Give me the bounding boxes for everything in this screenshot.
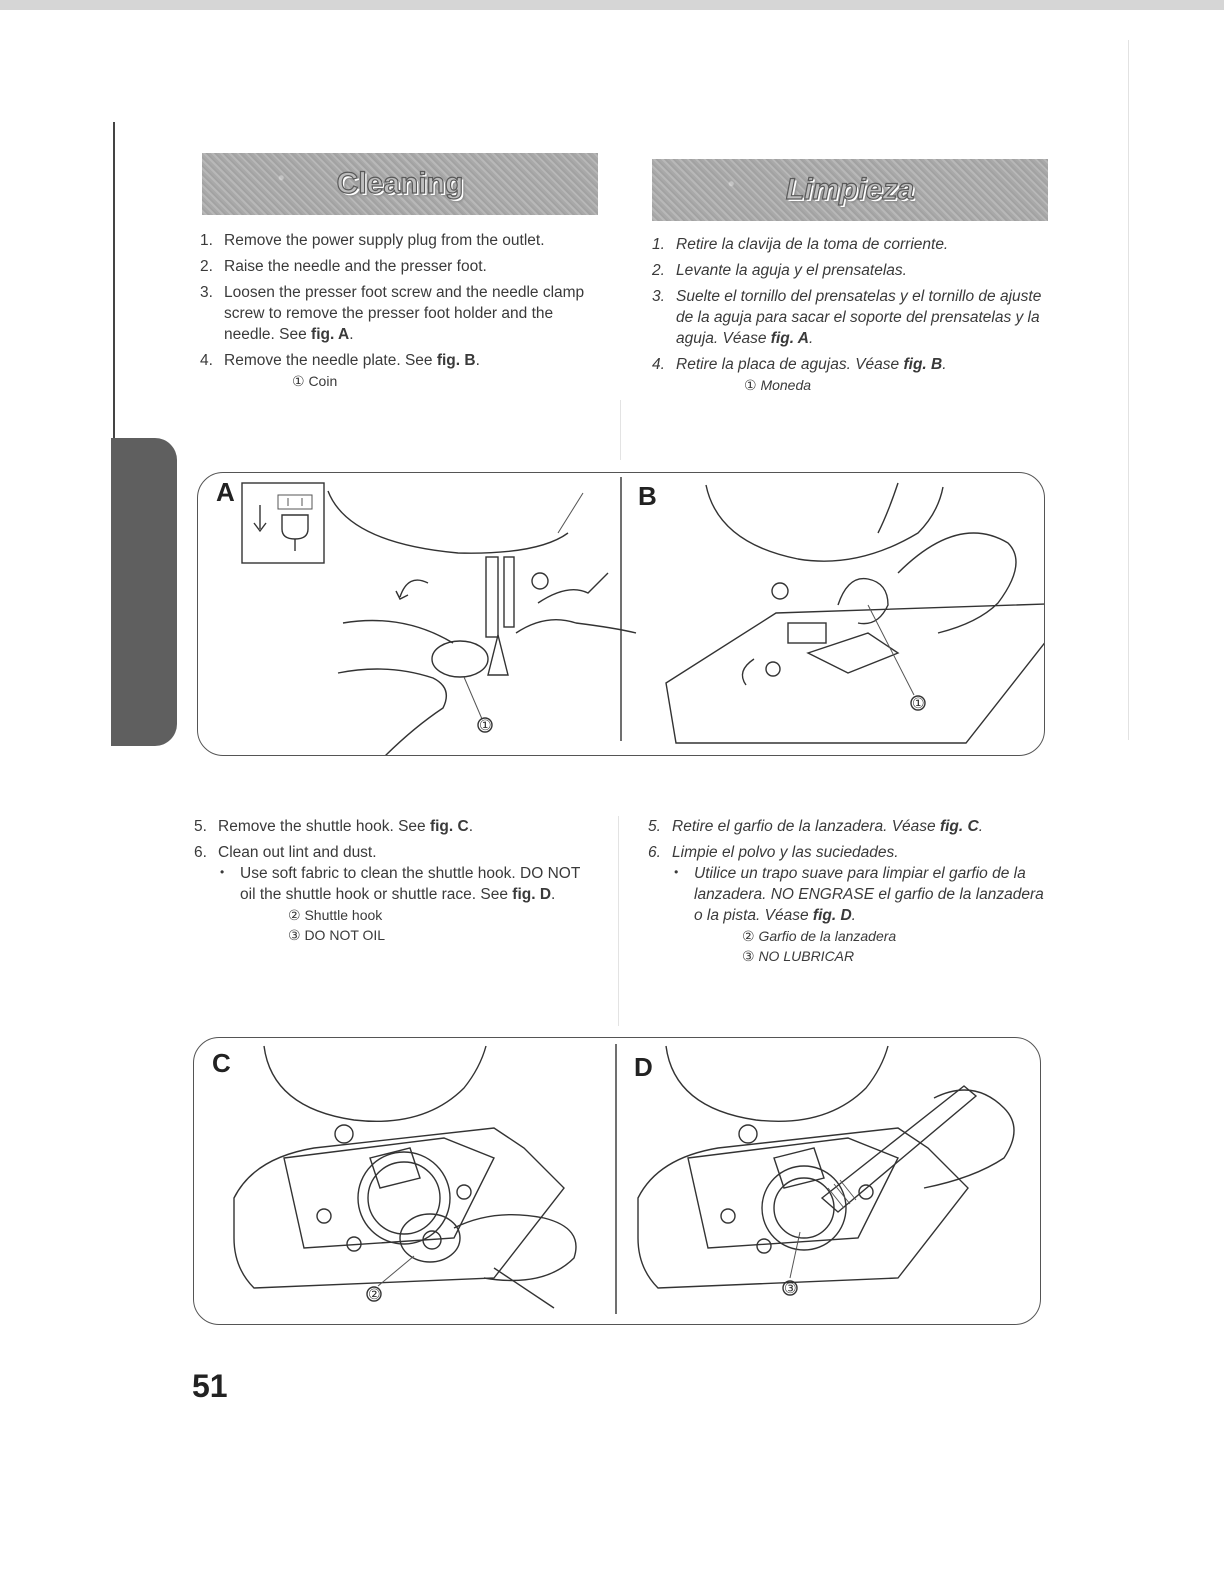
figure-ab-frame [197, 472, 1045, 756]
step-number: 2. [200, 258, 213, 275]
es-step-4 [652, 354, 1050, 396]
step-end: . [468, 818, 474, 835]
fig-ref: fig. D [512, 886, 552, 903]
hand-c [454, 1215, 576, 1281]
presser-bracket-c [370, 1148, 420, 1188]
left-hand-lower [338, 669, 446, 755]
presser-foot [488, 635, 508, 675]
side-tab-en: MAINTENANCE [96, 771, 112, 885]
callout-do-not-oil: ③ DO NOT OIL [288, 927, 386, 943]
es-step-3 [652, 286, 1050, 349]
marker-1-b: ① [912, 696, 925, 712]
machine-bed-b [666, 603, 1044, 743]
step-text: Raise the needle and the presser foot. [224, 258, 487, 275]
outlet-icon [278, 495, 312, 509]
fig-ref: fig. B [436, 352, 476, 369]
figure-cd-drawing [194, 1038, 1040, 1324]
step-end: . [808, 330, 814, 347]
step-number: 6. [194, 844, 207, 861]
figure-cd-frame [193, 1037, 1041, 1325]
step-text: Remove the needle plate. See [224, 352, 437, 369]
moneda-callout: ① Moneda [744, 377, 812, 393]
step-text: Loosen the presser foot screw and the needle clamp screw to remove the presser foot holder and the needle. See [224, 284, 585, 343]
bullet-end: . [851, 907, 856, 924]
side-tab [76, 438, 177, 894]
es-bullet [672, 863, 1048, 926]
es-step-5 [648, 816, 1048, 837]
step-end: . [349, 326, 354, 343]
side-tab-text [61, 674, 127, 982]
step-end: . [978, 818, 984, 835]
right-margin-rule [1128, 40, 1129, 740]
es-steps-2 [648, 816, 1048, 971]
cleaning-banner [202, 153, 598, 215]
es-step-1 [652, 234, 1050, 255]
side-tab-es: MANTENIMIENTO [76, 762, 92, 894]
step-number: 4. [200, 352, 213, 369]
fig-ref: fig. A [770, 330, 809, 347]
marker-2: ② [368, 1287, 381, 1303]
step-end: . [942, 356, 947, 373]
es-step-2 [652, 260, 1050, 281]
en-step-2 [200, 256, 598, 277]
bullet-text: Use soft fabric to clean the shuttle hook. DO NOT oil the shuttle hook or shuttle race. See [240, 865, 581, 903]
machine-head-b [706, 485, 943, 561]
plate-screw [766, 662, 780, 676]
en-step-4 [200, 350, 598, 392]
limpieza-title: Limpieza [785, 173, 915, 206]
step-number: 1. [200, 232, 213, 249]
plug-icon [282, 515, 308, 539]
left-hand-upper [343, 621, 453, 644]
step-text: Suelte el tornillo del prensatelas y el tornillo de ajuste de la aguja para sacar el soporte del prensatelas y la aguja. Véase [676, 288, 1042, 347]
step-text: Retire la clavija de la toma de corriente. [676, 236, 949, 253]
step-text: Retire la placa de agujas. Véase [676, 356, 904, 373]
callout-garfio: ② Garfio de la lanzadera [742, 928, 897, 944]
fig-ref: fig. D [812, 907, 852, 924]
fig-d-label: D [634, 1052, 653, 1082]
machine-bed-d [638, 1128, 968, 1288]
marker-3: ③ [784, 1281, 797, 1297]
step-text: Remove the shuttle hook. See [218, 818, 430, 835]
step-number: 1. [652, 236, 665, 253]
column-divider-1 [620, 400, 621, 460]
needle-plate [808, 633, 898, 673]
column-divider-2 [618, 816, 619, 1026]
step-number: 6. [648, 844, 661, 861]
machine-head-c [264, 1046, 486, 1121]
page-number: 51 [192, 1368, 228, 1404]
en-step-5 [194, 816, 594, 837]
fig-ref: fig. C [429, 818, 469, 835]
fig-ref: fig. A [311, 326, 350, 343]
fig-c-label: C [212, 1048, 231, 1078]
en-steps-2 [194, 816, 594, 950]
fig-a-label: A [216, 477, 235, 507]
shuttle-race-c [358, 1152, 450, 1244]
en-step-1 [200, 230, 598, 251]
coin-callout: ① Coin [292, 373, 338, 389]
loosen-arrow-icon [400, 580, 428, 597]
cleaning-title: Cleaning [336, 167, 464, 200]
step-number: 2. [652, 262, 665, 279]
step-end: . [475, 352, 480, 369]
step-number: 5. [194, 818, 207, 835]
hand-b [898, 533, 1016, 633]
en-step-6 [194, 842, 594, 945]
callout-no-lubricar: ③ NO LUBRICAR [742, 948, 855, 964]
step-text: Remove the power supply plug from the outlet. [224, 232, 545, 249]
right-hand [516, 620, 636, 633]
step-number: 5. [648, 818, 661, 835]
callout-shuttle-hook: ② Shuttle hook [288, 907, 383, 923]
thumb-b [838, 579, 888, 624]
step-number: 3. [200, 284, 213, 301]
figure-ab-drawing [198, 473, 1044, 755]
scan-top-edge [0, 0, 1224, 10]
hook-race-d [688, 1138, 898, 1248]
fig-ref: fig. B [903, 356, 943, 373]
bullet-text: Utilice un trapo suave para limpiar el garfio de la lanzadera. NO ENGRASE el garfio de la lanzadera o la pista. Véase [694, 865, 1044, 924]
bullet-end: . [551, 886, 556, 903]
en-bullet [218, 863, 594, 905]
step-text: Retire el garfio de la lanzadera. Véase [672, 818, 940, 835]
step-number: 3. [652, 288, 665, 305]
step-text: Levante la aguja y el prensatelas. [676, 262, 907, 279]
en-step-3 [200, 282, 598, 345]
fig-b-label: B [638, 481, 657, 511]
machine-arm [328, 491, 568, 553]
presser-screw [532, 573, 548, 589]
en-steps-1 [200, 230, 598, 397]
feed-dog [788, 623, 826, 643]
hand-d [924, 1090, 1014, 1188]
lift-arrow-icon [742, 659, 754, 685]
marker-1-a: ① [479, 718, 492, 734]
fig-ref: fig. C [939, 818, 979, 835]
machine-head-d [666, 1046, 888, 1121]
step-number: 4. [652, 356, 665, 373]
limpieza-banner [652, 159, 1048, 221]
es-step-6 [648, 842, 1048, 966]
step-text: Limpie el polvo y las suciedades. [672, 844, 899, 861]
coin [432, 641, 488, 677]
left-margin-rule [113, 122, 115, 438]
step-text: Clean out lint and dust. [218, 844, 377, 861]
needle-bar [486, 557, 498, 637]
es-steps-1 [652, 234, 1050, 401]
